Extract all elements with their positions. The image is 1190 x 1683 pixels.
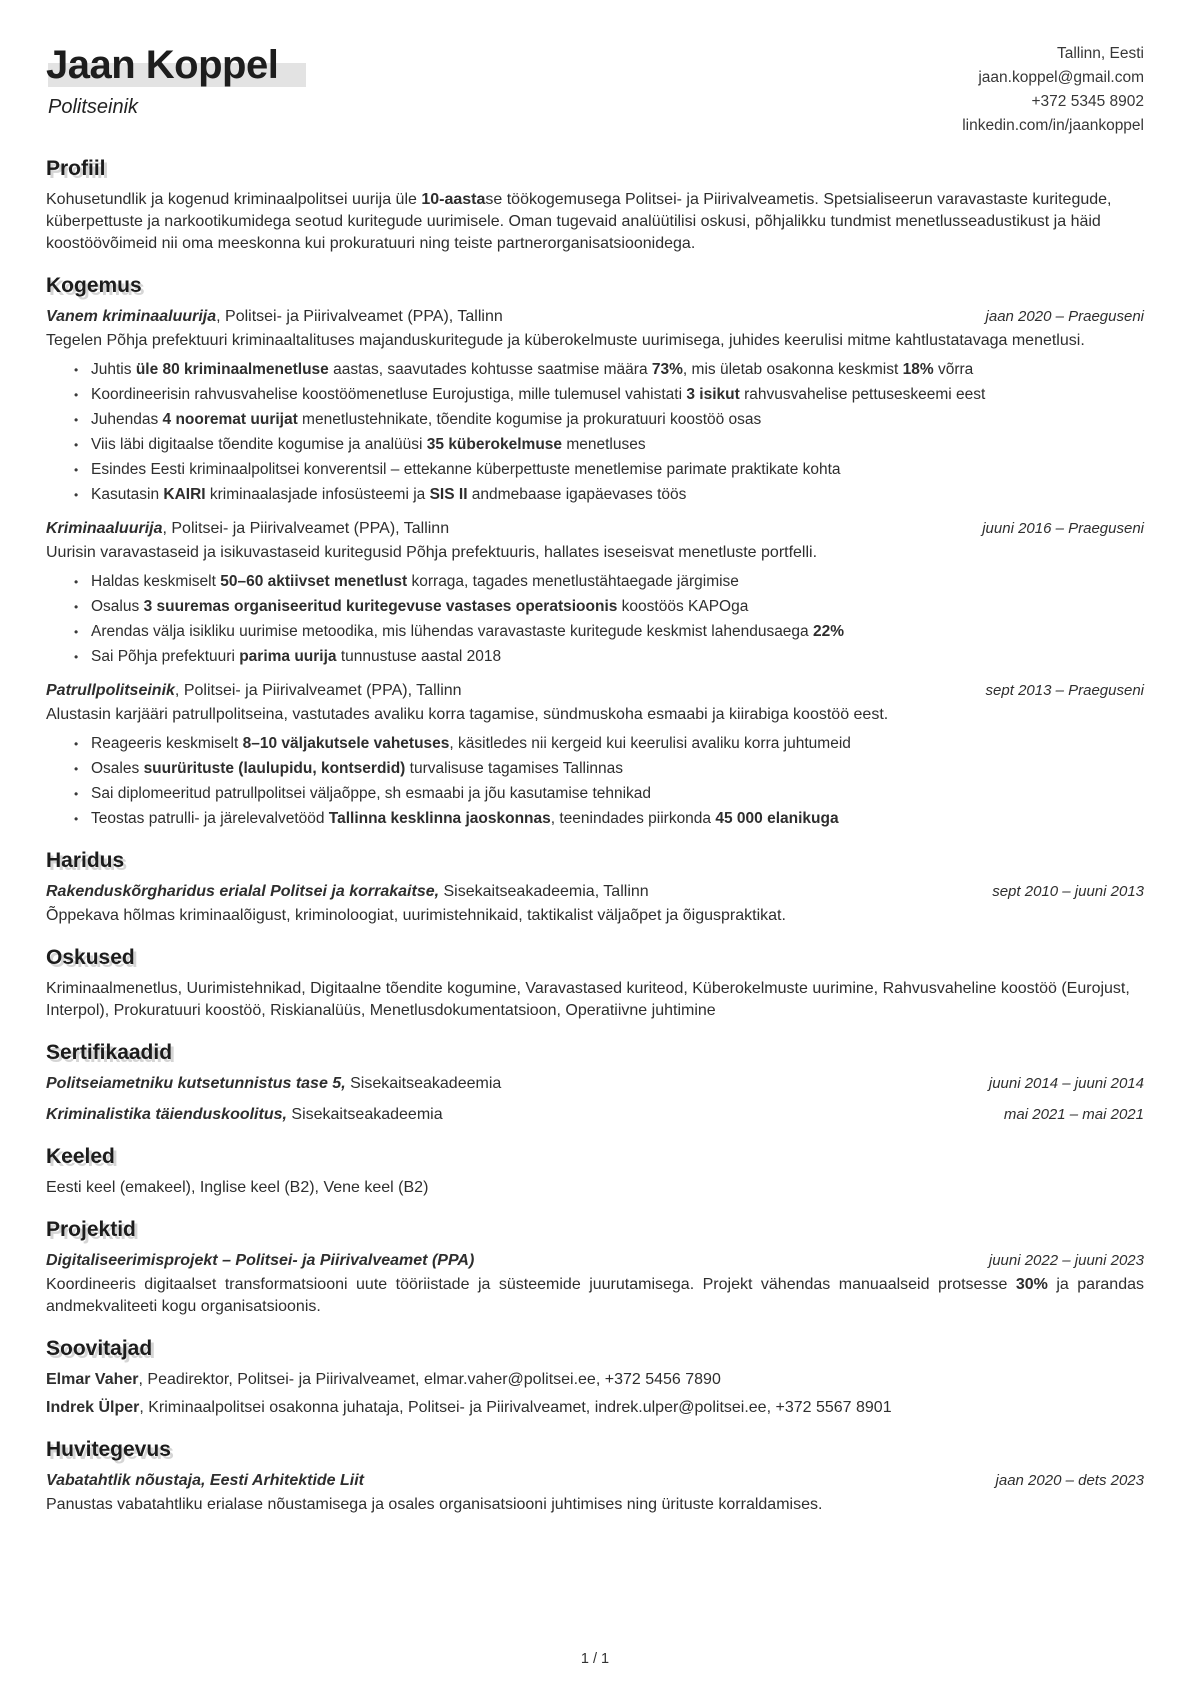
profile-text: Kohusetundlik ja kogenud kriminaalpolitsei uurija üle 10-aastase töökogemusega Politsei- ja Piirivalveametis. Spetsialiseerun varavastaste kuritegude, küberpettuste ja narkootikumidega seotud kuritegude uurimisele. Oman tugevaid analüütilisi oskusi, põhjalikku tundmist menetlusseadustikust ja häid koostöövõimeid nii oma meeskonna kui prokuratuuri ning teiste partnerorganisatsioonidega. bbox=[46, 191, 1112, 252]
section-heading-profile: Profiil bbox=[46, 157, 106, 180]
section-references bbox=[46, 1336, 1144, 1419]
entry-summary: Uurisin varavastaseid ja isikuvastaseid kuritegusid Põhja prefektuuris, hallates iseseisvat menetluste portfelli. bbox=[46, 544, 818, 561]
contact-linkedin: linkedin.com/in/jaankoppel bbox=[962, 117, 1144, 134]
project-summary: Koordineeris digitaalset transformatsiooni uute tööriistade ja süsteemide juurutamisega. Projekt vähendas manuaalseid protsesse 30% ja parandas andmekvaliteeti kogu organisatsioonis. bbox=[46, 1276, 1144, 1315]
section-heading-interests: Huvitegevus bbox=[46, 1438, 171, 1461]
entry-header bbox=[46, 1250, 1144, 1272]
interest-date: jaan 2020 – dets 2023 bbox=[995, 1472, 1144, 1489]
section-education bbox=[46, 848, 1144, 927]
certificate-title: Kriminalistika täienduskoolitus, Sisekaitseakadeemia bbox=[46, 1106, 443, 1123]
project-date: juuni 2022 – juuni 2023 bbox=[988, 1252, 1144, 1269]
section-interests bbox=[46, 1437, 1144, 1516]
contact-block bbox=[962, 40, 1144, 138]
reference-item: Indrek Ülper, Kriminaalpolitsei osakonna juhataja, Politsei- ja Piirivalveamet, indrek.ulper@politsei.ee, +372 5567 8901 bbox=[46, 1399, 892, 1416]
section-heading-languages: Keeled bbox=[46, 1145, 115, 1168]
project-title: Digitaliseerimisprojekt – Politsei- ja Piirivalveamet (PPA) bbox=[46, 1252, 475, 1269]
section-heading-education: Haridus bbox=[46, 849, 125, 872]
entry-summary: Alustasin karjääri patrullpolitseina, vastutades avaliku korra tagamise, sündmuskoha esmaabi ja kiirabiga koostöö eest. bbox=[46, 706, 889, 723]
entry-header bbox=[46, 881, 1144, 903]
entry-date: juuni 2016 – Praeguseni bbox=[982, 520, 1144, 537]
bullet-item: • Teostas patrulli- ja järelevalvetööd Tallinna kesklinna jaoskonnas, teenindades piirkonda 45 000 elanikuga bbox=[74, 808, 1144, 830]
bullet-item: • Juhendas 4 nooremat uurijat menetlustehnikate, tõendite kogumise ja prokuratuuri koostöö osas bbox=[74, 409, 1144, 431]
section-skills bbox=[46, 945, 1144, 1022]
section-projects bbox=[46, 1217, 1144, 1318]
entry-date: sept 2013 – Praeguseni bbox=[985, 682, 1144, 699]
job-entry-investigator bbox=[46, 518, 1144, 668]
bullet-list bbox=[46, 571, 1144, 668]
header bbox=[46, 40, 1144, 138]
section-heading-projects: Projektid bbox=[46, 1218, 136, 1241]
entry-header bbox=[46, 518, 1144, 540]
interest-title: Vabatahtlik nõustaja, Eesti Arhitektide Liit bbox=[46, 1472, 364, 1489]
section-heading-references: Soovitajad bbox=[46, 1337, 153, 1360]
person-name: Jaan Koppel bbox=[46, 40, 278, 90]
bullet-item: • Osales suurürituste (laulupidu, kontserdid) turvalisuse tagamises Tallinnas bbox=[74, 758, 1144, 780]
bullet-item: • Viis läbi digitaalse tõendite kogumise ja analüüsi 35 küberokelmuse menetluses bbox=[74, 434, 1144, 456]
section-languages bbox=[46, 1144, 1144, 1199]
page-number: 1 / 1 bbox=[580, 1651, 610, 1667]
certificate-row bbox=[46, 1073, 1144, 1095]
bullet-item: • Sai diplomeeritud patrullpolitsei väljaõppe, sh esmaabi ja jõu kasutamise tehnikad bbox=[74, 783, 1144, 805]
languages-text: Eesti keel (emakeel), Inglise keel (B2), Vene keel (B2) bbox=[46, 1179, 429, 1196]
interest-entry bbox=[46, 1470, 1144, 1516]
bullet-item: • Reageeris keskmiselt 8–10 väljakutsele vahetuses, käsitledes nii kergeid kui keerulisi avaliku korra juhtumeid bbox=[74, 733, 1144, 755]
contact-email: jaan.koppel@gmail.com bbox=[978, 69, 1144, 86]
section-profile bbox=[46, 156, 1144, 255]
skills-text: Kriminaalmenetlus, Uurimistehnikad, Digitaalne tõendite kogumine, Varavastased kuriteod, Küberokelmuste uurimine, Rahvusvaheline koostöö (Eurojust, Interpol), Prokuratuuri koostöö, Riskianalüüs, Menetlusdokumentatsioon, Operatiivne juhtimine bbox=[46, 980, 1130, 1019]
bullet-item: • Juhtis üle 80 kriminaalmenetluse aastas, saavutades kohtusse saatmise määra 73%, mis ületab osakonna keskmist 18% võrra bbox=[74, 359, 1144, 381]
entry-header bbox=[46, 680, 1144, 702]
entry-title: Vanem kriminaaluurija, Politsei- ja Piirivalveamet (PPA), Tallinn bbox=[46, 308, 503, 325]
bullet-item: • Sai Põhja prefektuuri parima uurija tunnustuse aastal 2018 bbox=[74, 646, 1144, 668]
entry-header bbox=[46, 306, 1144, 328]
bullet-item: • Haldas keskmiselt 50–60 aktiivset menetlust korraga, tagades menetlustähtaegade järgimise bbox=[74, 571, 1144, 593]
bullet-list bbox=[46, 733, 1144, 830]
bullet-item: • Esindes Eesti kriminaalpolitsei konverentsil – ettekanne küberpettuste menetlemise parimate praktikate kohta bbox=[74, 459, 1144, 481]
interest-summary: Panustas vabatahtliku erialase nõustamisega ja osales organisatsiooni juhtimises ning ürituste korraldamises. bbox=[46, 1496, 823, 1513]
entry-title: Rakenduskõrgharidus erialal Politsei ja korrakaitse, Sisekaitseakadeemia, Tallinn bbox=[46, 883, 649, 900]
entry-summary: Tegelen Põhja prefektuuri kriminaaltalituses majanduskuritegude ja küberokelmuste uurimisega, juhides keerulisi mitme kahtlustatavaga menetlusi. bbox=[46, 332, 1085, 349]
contact-phone: +372 5345 8902 bbox=[1031, 93, 1144, 110]
section-experience bbox=[46, 273, 1144, 830]
bullet-item: • Kasutasin KAIRI kriminaalasjade infosüsteemi ja SIS II andmebaase igapäevases töös bbox=[74, 484, 1144, 506]
bullet-list bbox=[46, 359, 1144, 506]
entry-date: sept 2010 – juuni 2013 bbox=[992, 883, 1144, 900]
education-entry bbox=[46, 881, 1144, 927]
section-heading-certificates: Sertifikaadid bbox=[46, 1041, 173, 1064]
entry-summary: Õppekava hõlmas kriminaalõigust, kriminoloogiat, uurimistehnikaid, taktikalist väljaõpet ja õiguspraktikat. bbox=[46, 907, 786, 924]
header-identity bbox=[46, 40, 278, 120]
entry-header bbox=[46, 1470, 1144, 1492]
bullet-item: • Osalus 3 suuremas organiseeritud kuritegevuse vastases operatsioonis koostöös KAPOga bbox=[74, 596, 1144, 618]
entry-title: Kriminaaluurija, Politsei- ja Piirivalveamet (PPA), Tallinn bbox=[46, 520, 450, 537]
reference-item: Elmar Vaher, Peadirektor, Politsei- ja Piirivalveamet, elmar.vaher@politsei.ee, +372 5456 7890 bbox=[46, 1371, 721, 1388]
job-entry-patrol-officer bbox=[46, 680, 1144, 830]
project-entry bbox=[46, 1250, 1144, 1318]
certificate-title: Politseiametniku kutsetunnistus tase 5, Sisekaitseakadeemia bbox=[46, 1075, 502, 1092]
person-job-title: Politseinik bbox=[48, 96, 139, 118]
certificate-date: mai 2021 – mai 2021 bbox=[1003, 1106, 1144, 1123]
section-heading-skills: Oskused bbox=[46, 946, 135, 969]
contact-location: Tallinn, Eesti bbox=[1056, 45, 1144, 62]
bullet-item: • Arendas välja isikliku uurimise metoodika, mis lühendas varavastaste kuritegude keskmist lahendusaega 22% bbox=[74, 621, 1144, 643]
certificate-date: juuni 2014 – juuni 2014 bbox=[988, 1075, 1144, 1092]
section-heading-experience: Kogemus bbox=[46, 274, 142, 297]
entry-date: jaan 2020 – Praeguseni bbox=[985, 308, 1144, 325]
entry-title: Patrullpolitseinik, Politsei- ja Piirivalveamet (PPA), Tallinn bbox=[46, 682, 462, 699]
section-certificates bbox=[46, 1040, 1144, 1126]
job-entry-senior-investigator bbox=[46, 306, 1144, 506]
certificate-row bbox=[46, 1104, 1144, 1126]
bullet-item: • Koordineerisin rahvusvahelise koostöömenetluse Eurojustiga, mille tulemusel vahistati 3 isikut rahvusvahelise pettuseskeemi eest bbox=[74, 384, 1144, 406]
